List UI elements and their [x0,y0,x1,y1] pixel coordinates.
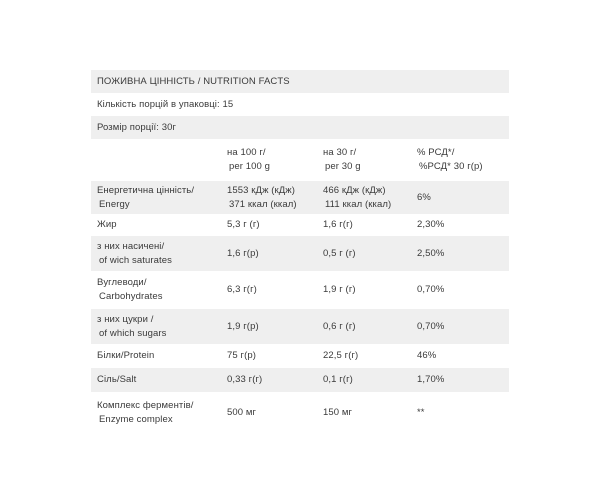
per-30g-cell [323,406,417,420]
per-30g-line: 0,1 г(г) [323,374,353,385]
per-30g-cell [323,349,417,363]
nutrient-name-cell [91,313,227,341]
rsd-cell [417,218,509,232]
rsd-line: 46% [417,350,437,361]
nutrient-name-line: of wich saturates [99,254,172,266]
nutrient-name-line: Сіль/Salt [97,374,137,385]
rsd-line: ** [417,407,425,418]
per-100g-cell [227,218,323,232]
rsd-line: 0,70% [417,284,445,295]
header-per-30g-en: per 30 g [325,161,361,172]
per-30g-line: 22,5 г(г) [323,350,359,361]
header-per-30g-ua: на 30 г/ [323,147,357,158]
header-rsd [417,146,509,174]
nutrient-name-cell [91,218,227,232]
nutrient-name-cell [91,373,227,387]
rsd-line: 2,30% [417,219,445,230]
per-100g-line: 75 г(р) [227,350,256,361]
per-100g-line: 6,3 г(г) [227,284,257,295]
per-30g-line: 0,6 г (г) [323,320,356,332]
rsd-cell [417,406,509,420]
per-100g-cell [227,373,323,387]
rsd-cell [417,349,509,363]
nutrient-name-line: Комплекс ферментів/ [97,400,194,411]
nutrient-name-line: з них цукри / [97,313,154,325]
per-100g-cell [227,320,323,334]
per-100g-cell [227,283,323,297]
per-100g-cell [227,349,323,363]
rsd-cell [417,320,509,334]
per-30g-line: 150 мг [323,407,353,418]
nutrient-name-line: Carbohydrates [99,291,163,302]
nutrient-name-cell [91,276,227,304]
table-row [91,236,509,271]
nutrient-name-cell [91,399,227,427]
per-30g-cell [323,247,417,261]
per-30g-line: 1,9 г (г) [323,284,356,295]
table-row [91,344,509,368]
nutrition-facts-table [91,70,509,434]
per-100g-cell [227,406,323,420]
nutrient-name-line: Білки/Protein [97,350,155,361]
nutrient-name-cell [91,349,227,363]
nutrient-name-line: з них насичені/ [97,240,165,252]
rsd-cell [417,191,509,205]
per-30g-cell [323,184,417,212]
per-100g-cell [227,247,323,261]
rsd-cell [417,247,509,261]
nutrient-name-line: Жир [97,219,117,230]
per-30g-line: 1,6 г(г) [323,219,353,230]
table-row [91,309,509,344]
per-30g-cell [323,283,417,297]
rsd-line: 2,50% [417,247,445,259]
per-100g-line: 1,6 г(р) [227,247,259,259]
per-100g-line: 1553 кДж (кДж) [227,184,296,196]
serving-size: Розмір порції: 30г [91,116,509,139]
nutrient-name-line: Energy [99,198,130,210]
nutrient-name-cell [91,240,227,268]
table-header-row [91,139,509,181]
header-per-100g [227,146,323,174]
per-30g-line: 0,5 г (г) [323,247,356,259]
per-30g-cell [323,218,417,232]
nutrient-name-line: of which sugars [99,327,167,339]
nutrient-name-cell [91,184,227,212]
table-row [91,214,509,236]
table-row [91,392,509,434]
per-100g-line: 500 мг [227,407,257,418]
per-100g-line: 1,9 г(р) [227,320,259,332]
header-per-30g [323,146,417,174]
servings-per-pack: Кількість порцій в упаковці: 15 [97,99,234,110]
nutrient-name-line: Вуглеводи/ [97,277,147,288]
header-per-100g-en: per 100 g [229,161,271,172]
rsd-line: 0,70% [417,320,445,332]
nutrient-name-line: Енергетична цінність/ [97,184,195,196]
rsd-line: 1,70% [417,374,445,385]
nutrient-name-line: Enzyme complex [99,414,173,425]
per-100g-line: 5,3 г (г) [227,219,260,230]
table-title: ПОЖИВНА ЦІННІСТЬ / NUTRITION FACTS [91,70,509,93]
per-100g-cell [227,184,323,212]
header-rsd-en: %РСД* 30 г(р) [419,161,483,172]
rsd-cell [417,283,509,297]
table-row [91,271,509,309]
per-100g-line: 0,33 г(г) [227,374,263,385]
per-30g-line: 466 кДж (кДж) [323,184,386,196]
header-rsd-ua: % РСД*/ [417,147,455,158]
per-100g-line: 371 ккал (ккал) [229,198,297,210]
rsd-line: 6% [417,191,431,203]
per-30g-cell [323,373,417,387]
per-30g-cell [323,320,417,334]
rsd-cell [417,373,509,387]
table-row [91,181,509,214]
per-30g-line: 111 ккал (ккал) [325,198,392,210]
header-per-100g-ua: на 100 г/ [227,147,266,158]
table-row [91,368,509,392]
